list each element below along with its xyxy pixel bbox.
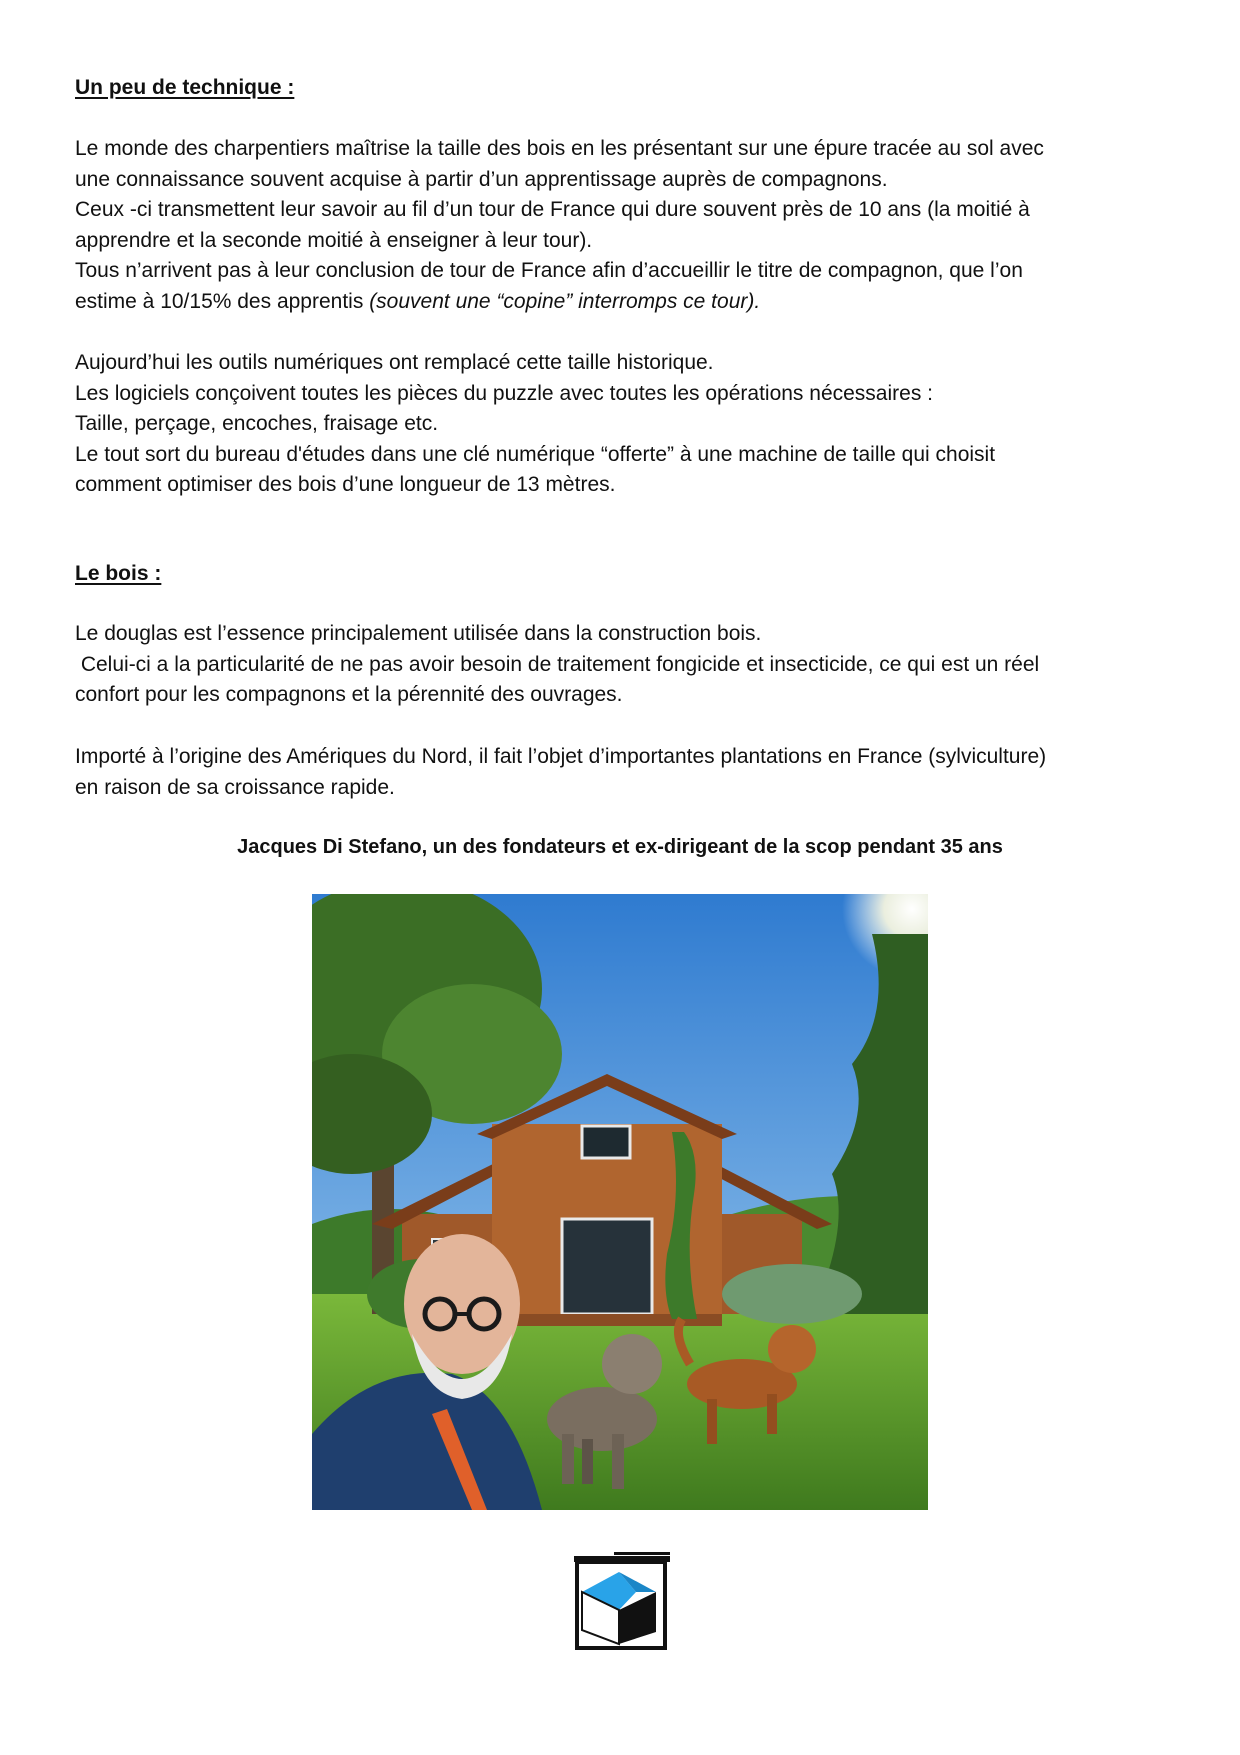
text-line: Le tout sort du bureau d'études dans une clé numérique “offerte” à une machine de taille qui choisit (75, 442, 996, 466)
technique-paragraph-1 (75, 134, 1175, 317)
illustration-svg (312, 894, 928, 1510)
text-line: en raison de sa croissance rapide. (75, 775, 395, 799)
photo-caption: Jacques Di Stefano, un des fondateurs et ex-dirigeant de la scop pendant 35 ans (237, 836, 1003, 858)
text-line: une connaissance souvent acquise à partir d’un apprentissage auprès de compagnons. (75, 167, 888, 191)
text-line: Importé à l’origine des Amériques du Nord, il fait l’objet d’importantes plantations en France (sylviculture) (75, 745, 1047, 768)
section-title-technique: Un peu de technique : (75, 76, 295, 99)
bois-paragraph-1 (75, 619, 1175, 711)
text-line: Aujourd’hui les outils numériques ont remplacé cette taille historique. (75, 351, 714, 374)
text-line: Le monde des charpentiers maîtrise la taille des bois en les présentant sur une épure tracée au sol avec (75, 137, 1044, 160)
text-line: comment optimiser des bois d’une longueur de 13 mètres. (75, 473, 616, 496)
text-line: Taille, perçage, encoches, fraisage etc. (75, 412, 439, 435)
text-line: confort pour les compagnons et la pérennité des ouvrages. (75, 683, 623, 706)
technique-paragraph-2 (75, 348, 1175, 501)
text-italic-aside: (souvent une “copine” interromps ce tour). (369, 289, 761, 313)
text-line: Ceux -ci transmettent leur savoir au fil d’un tour de France qui dure souvent près de 10 ans (la moitié à (75, 198, 1030, 221)
illustration-house-man-dogs (312, 894, 928, 1510)
text-line (75, 287, 1175, 318)
bush (722, 1264, 862, 1324)
section-title-bois: Le bois : (75, 562, 162, 585)
company-logo (574, 1552, 674, 1652)
text-line: Celui-ci a la particularité de ne pas avoir besoin de traitement fongicide et insecticide, ce qui est un réel (75, 652, 1040, 676)
text-line: Les logiciels conçoivent toutes les pièces du puzzle avec toutes les opérations nécessaires : (75, 381, 933, 405)
bois-paragraph-2 (75, 742, 1175, 803)
text-line: apprendre et la seconde moitié à enseigner à leur tour). (75, 228, 593, 252)
text-plain: estime à 10/15% des apprentis (75, 289, 370, 313)
text-line: Tous n’arrivent pas à leur conclusion de tour de France afin d’accueillir le titre de compagnon, que l’on (75, 259, 1023, 282)
text-line: Le douglas est l’essence principalement utilisée dans la construction bois. (75, 622, 762, 645)
logo-svg (574, 1552, 674, 1652)
